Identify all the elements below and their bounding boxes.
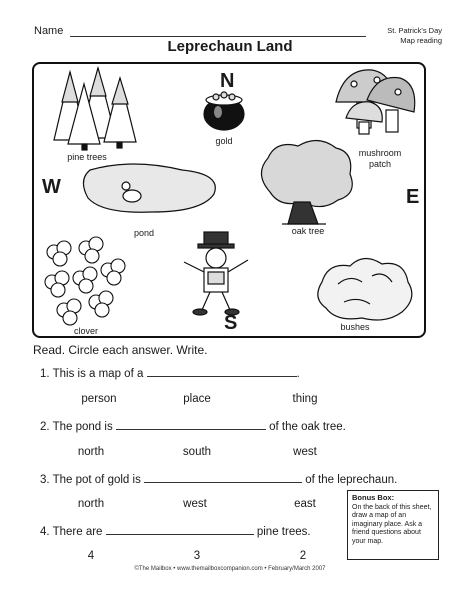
- question-number: 4.: [40, 526, 50, 538]
- option-2c[interactable]: west: [293, 446, 317, 458]
- map-frame: [32, 62, 426, 338]
- topic-line-2: Map reading: [400, 36, 442, 45]
- bonus-text: On the back of this sheet, draw a map of an imaginary place. Ask a friend questions about your map.: [352, 503, 432, 545]
- label-bushes: bushes: [340, 322, 370, 332]
- leprechaun-icon: [184, 232, 248, 315]
- option-4a[interactable]: 4: [87, 550, 95, 562]
- answer-blank-3[interactable]: [144, 472, 302, 483]
- label-mushroom-line-2: patch: [368, 159, 392, 169]
- name-line[interactable]: [70, 36, 366, 37]
- answer-blank-4[interactable]: [106, 524, 254, 535]
- option-1a[interactable]: person: [81, 393, 117, 405]
- label-oak-tree: oak tree: [291, 226, 325, 236]
- option-4b[interactable]: 3: [193, 550, 201, 562]
- option-1b[interactable]: place: [183, 393, 211, 405]
- label-mushroom-line-1: mushroom: [358, 148, 402, 158]
- bushes-icon: [318, 258, 412, 320]
- page-title: Leprechaun Land: [167, 38, 293, 55]
- name-label: Name: [34, 25, 64, 37]
- label-mushroom-patch: [352, 148, 408, 170]
- mushroom-patch-icon: [336, 70, 415, 134]
- compass-west: W: [42, 176, 61, 198]
- question-1: [40, 366, 300, 380]
- footer-credit: ©The Mailbox • www.themailboxcompanion.com • February/March 2007: [134, 566, 326, 572]
- label-gold: gold: [215, 136, 233, 146]
- question-4: [40, 524, 311, 538]
- answer-blank-1[interactable]: [147, 366, 297, 377]
- compass-east: E: [406, 186, 420, 208]
- pond-icon: [83, 164, 215, 212]
- label-pond: pond: [133, 228, 155, 238]
- question-text-after: of the leprechaun.: [305, 474, 398, 486]
- bonus-box: [347, 490, 439, 560]
- pot-of-gold-icon: [204, 92, 244, 130]
- question-text: The pot of gold is: [52, 474, 141, 486]
- oak-tree-icon: [261, 140, 352, 224]
- compass-south: S: [224, 312, 238, 334]
- option-2a[interactable]: north: [77, 446, 105, 458]
- pine-trees-icon: [54, 68, 136, 150]
- clover-icon: [45, 237, 125, 325]
- question-number: 1.: [40, 368, 50, 380]
- question-text-after: of the oak tree.: [269, 421, 346, 433]
- answer-blank-2[interactable]: [116, 419, 266, 430]
- question-text-after: .: [296, 368, 300, 380]
- question-text-after: pine trees.: [256, 526, 311, 538]
- label-clover: clover: [73, 326, 98, 336]
- question-2: [40, 419, 346, 433]
- question-text: The pond is: [52, 421, 113, 433]
- compass-north: N: [220, 70, 235, 92]
- option-4c[interactable]: 2: [299, 550, 307, 562]
- question-number: 2.: [40, 421, 50, 433]
- option-1c[interactable]: thing: [292, 393, 318, 405]
- option-3b[interactable]: west: [183, 498, 207, 510]
- question-3: [40, 472, 397, 486]
- option-3a[interactable]: north: [77, 498, 105, 510]
- instructions: Read. Circle each answer. Write.: [33, 343, 208, 357]
- bonus-title: Bonus Box:: [352, 493, 395, 502]
- label-pine-trees: pine trees: [67, 152, 107, 162]
- question-text: This is a map of a: [52, 368, 144, 380]
- option-3c[interactable]: east: [294, 498, 316, 510]
- option-2b[interactable]: south: [182, 446, 212, 458]
- question-text: There are: [52, 526, 103, 538]
- topic-line-1: St. Patrick's Day: [387, 26, 442, 35]
- question-number: 3.: [40, 474, 50, 486]
- map-illustrations: [32, 62, 426, 338]
